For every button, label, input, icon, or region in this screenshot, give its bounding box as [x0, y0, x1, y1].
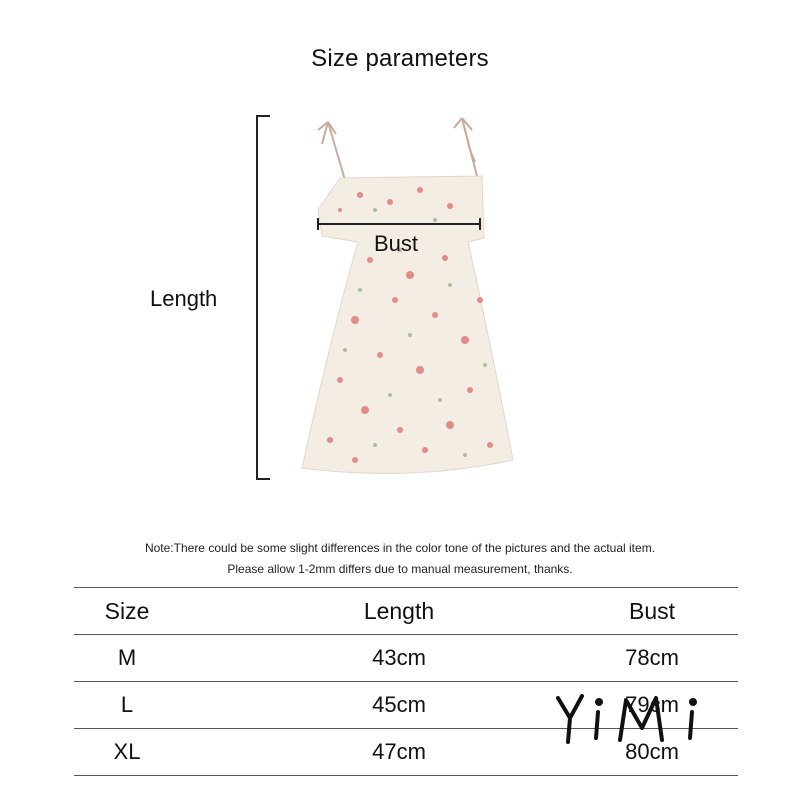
bust-cell: 80cm [625, 739, 679, 764]
length-cell: 43cm [372, 645, 426, 670]
table-header-row [74, 587, 738, 634]
dress-image [300, 110, 530, 480]
size-table [74, 587, 738, 776]
page-title: Size parameters [311, 45, 489, 72]
length-measure-bracket [256, 115, 270, 480]
bust-measure-line [317, 218, 481, 230]
header-length: Length [363, 598, 435, 624]
header-size: Size [104, 598, 150, 624]
note-line-2: Please allow 1-2mm differs due to manual measurement, thanks. [227, 562, 573, 576]
length-cell: 45cm [372, 692, 426, 717]
bust-cell: 78cm [625, 645, 679, 670]
length-cell: 47cm [372, 739, 426, 764]
bust-label: Bust [374, 231, 419, 256]
note-line-1: Note:There could be some slight differences in the color tone of the pictures and the actual item. [144, 541, 656, 555]
size-cell: XL [113, 739, 141, 764]
table-row [74, 634, 738, 681]
length-label: Length [150, 286, 218, 311]
size-cell: L [120, 692, 134, 717]
size-cell: M [117, 645, 137, 670]
yimi-watermark-logo [552, 690, 722, 746]
header-bust: Bust [628, 598, 676, 624]
bust-cell: 79cm [625, 692, 679, 717]
